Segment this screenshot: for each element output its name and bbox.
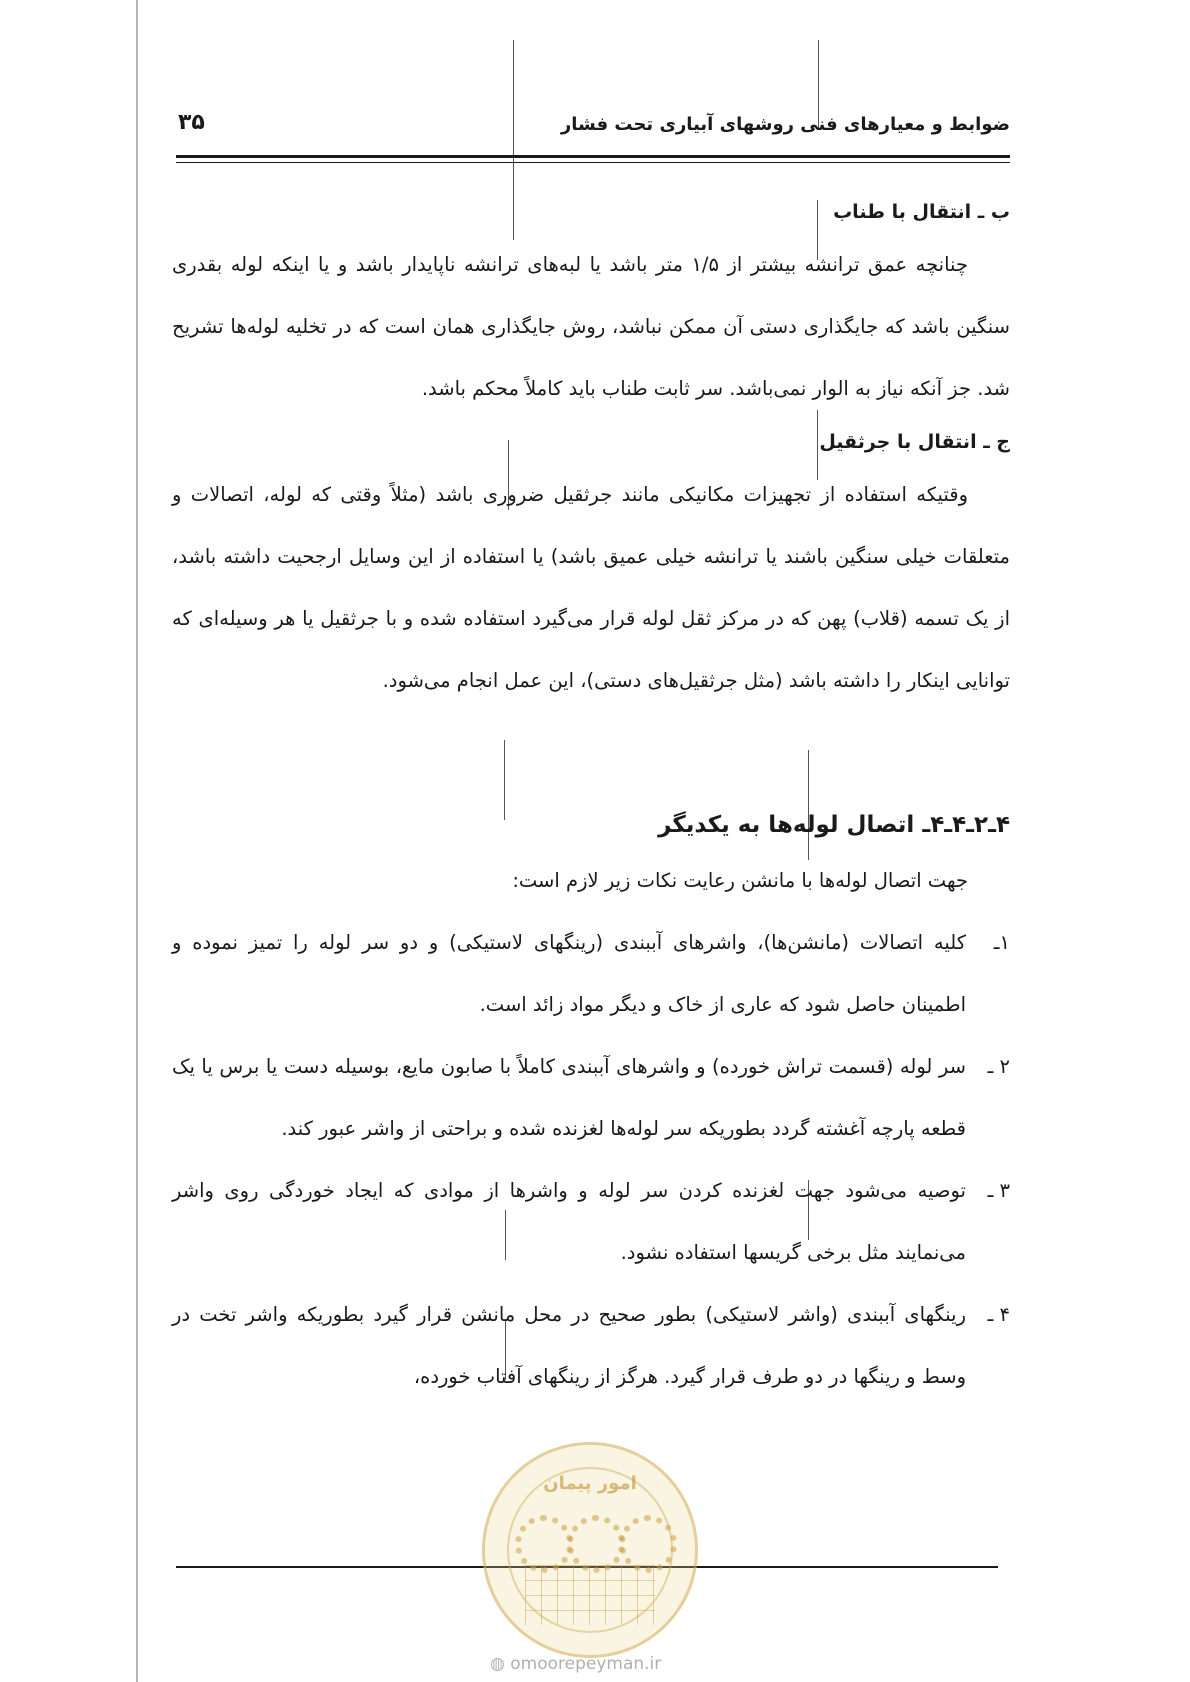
page-body (172, 190, 1010, 1408)
list-item-text: رینگهای آببندی (واشر لاستیکی) بطور صحیح در محل مانشن قرار گیرد بطوریکه واشر تخت در وسط و رینگها در دو طرف قرار گیرد. هرگز از رینگهای آفتاب خورده، (172, 1303, 966, 1388)
subsection-c-heading: ج ـ انتقال با جرثقیل (819, 431, 1010, 453)
header-rule-thin (176, 162, 1010, 163)
subsection-b-paragraph: چنانچه عمق ترانشه بیشتر از ۱/۵ متر باشد یا لبه‌های ترانشه ناپایدار باشد و یا اینکه لوله بقدری سنگین باشد که جایگذاری دستی آن ممکن نباشد، روش جایگذاری همان است که در تخلیه لوله‌ها تشریح شد. جز آنکه نیاز به الوار نمی‌باشد. سر ثابت طناب باید کاملاً محکم باشد. (172, 253, 1010, 400)
watermark-site (490, 1654, 661, 1674)
seal-grid (525, 1565, 655, 1625)
header-rule (176, 155, 1010, 158)
section-title: ۴ـ۲ـ۴ـ۴ـ اتصال لوله‌ها به یکدیگر (658, 812, 1010, 838)
scan-edge (136, 0, 138, 1682)
page-number: ۳۵ (178, 110, 205, 135)
section-gap (172, 712, 1010, 800)
subsection-b-heading: ب ـ انتقال با طناب (833, 201, 1010, 223)
list-item-text: توصیه می‌شود جهت لغزنده کردن سر لوله و واشرها از موادی که ایجاد خوردگی روی واشر می‌نمایند مثل برخی گریسها استفاده نشود. (172, 1179, 966, 1264)
list-item-number: ۱ـ (993, 931, 1010, 954)
list-item (172, 1284, 1010, 1408)
list-item-number: ۴ ـ (987, 1303, 1010, 1326)
list-item (172, 912, 1010, 1036)
subsection-c-paragraph: وقتیکه استفاده از تجهیزات مکانیکی مانند جرثقیل ضروری باشد (مثلاً وقتی که لوله، اتصالات و متعلقات خیلی سنگین باشند یا ترانشه خیلی عمیق باشد) یا استفاده از این وسایل ارجحیت داشته باشد، از یک تسمه (قلاب) پهن که در مرکز ثقل لوله قرار می‌گیرد استفاده شده و با جرثقیل یا هر وسیله‌ای که توانایی اینکار را داشته باشد (مثل جرثقیل‌های دستی)، این عمل انجام می‌شود. (172, 483, 1010, 692)
watermark-seal-icon (482, 1442, 698, 1658)
header-title: ضوابط و معیارهای فنی روشهای آبیاری تحت فشار (560, 114, 1010, 135)
globe-icon: ◍ (490, 1654, 505, 1674)
running-header (178, 108, 1010, 148)
section-intro: جهت اتصال لوله‌ها با مانشن رعایت نکات زیر لازم است: (512, 869, 968, 892)
seal-text: امور پیمان (543, 1473, 637, 1494)
list-item-text: سر لوله (قسمت تراش خورده) و واشرهای آببندی کاملاً با صابون مایع، بوسیله دست یا برس یا یک قطعه پارچه آغشته گردد بطوریکه سر لوله‌ها لغزنده شده و براحتی از واشر عبور کند. (172, 1055, 966, 1140)
list-item-number: ۲ ـ (987, 1055, 1010, 1078)
list-item (172, 1160, 1010, 1284)
list-item-text: کلیه اتصالات (مانشن‌ها)، واشرهای آببندی (رینگهای لاستیکی) و دو سر لوله را تمیز نموده و اطمینان حاصل شود که عاری از خاک و دیگر مواد زائد است. (172, 931, 966, 1016)
list-item-number: ۳ ـ (987, 1179, 1010, 1202)
watermark-site-text: omoorepeyman.ir (510, 1654, 662, 1674)
list-item (172, 1036, 1010, 1160)
